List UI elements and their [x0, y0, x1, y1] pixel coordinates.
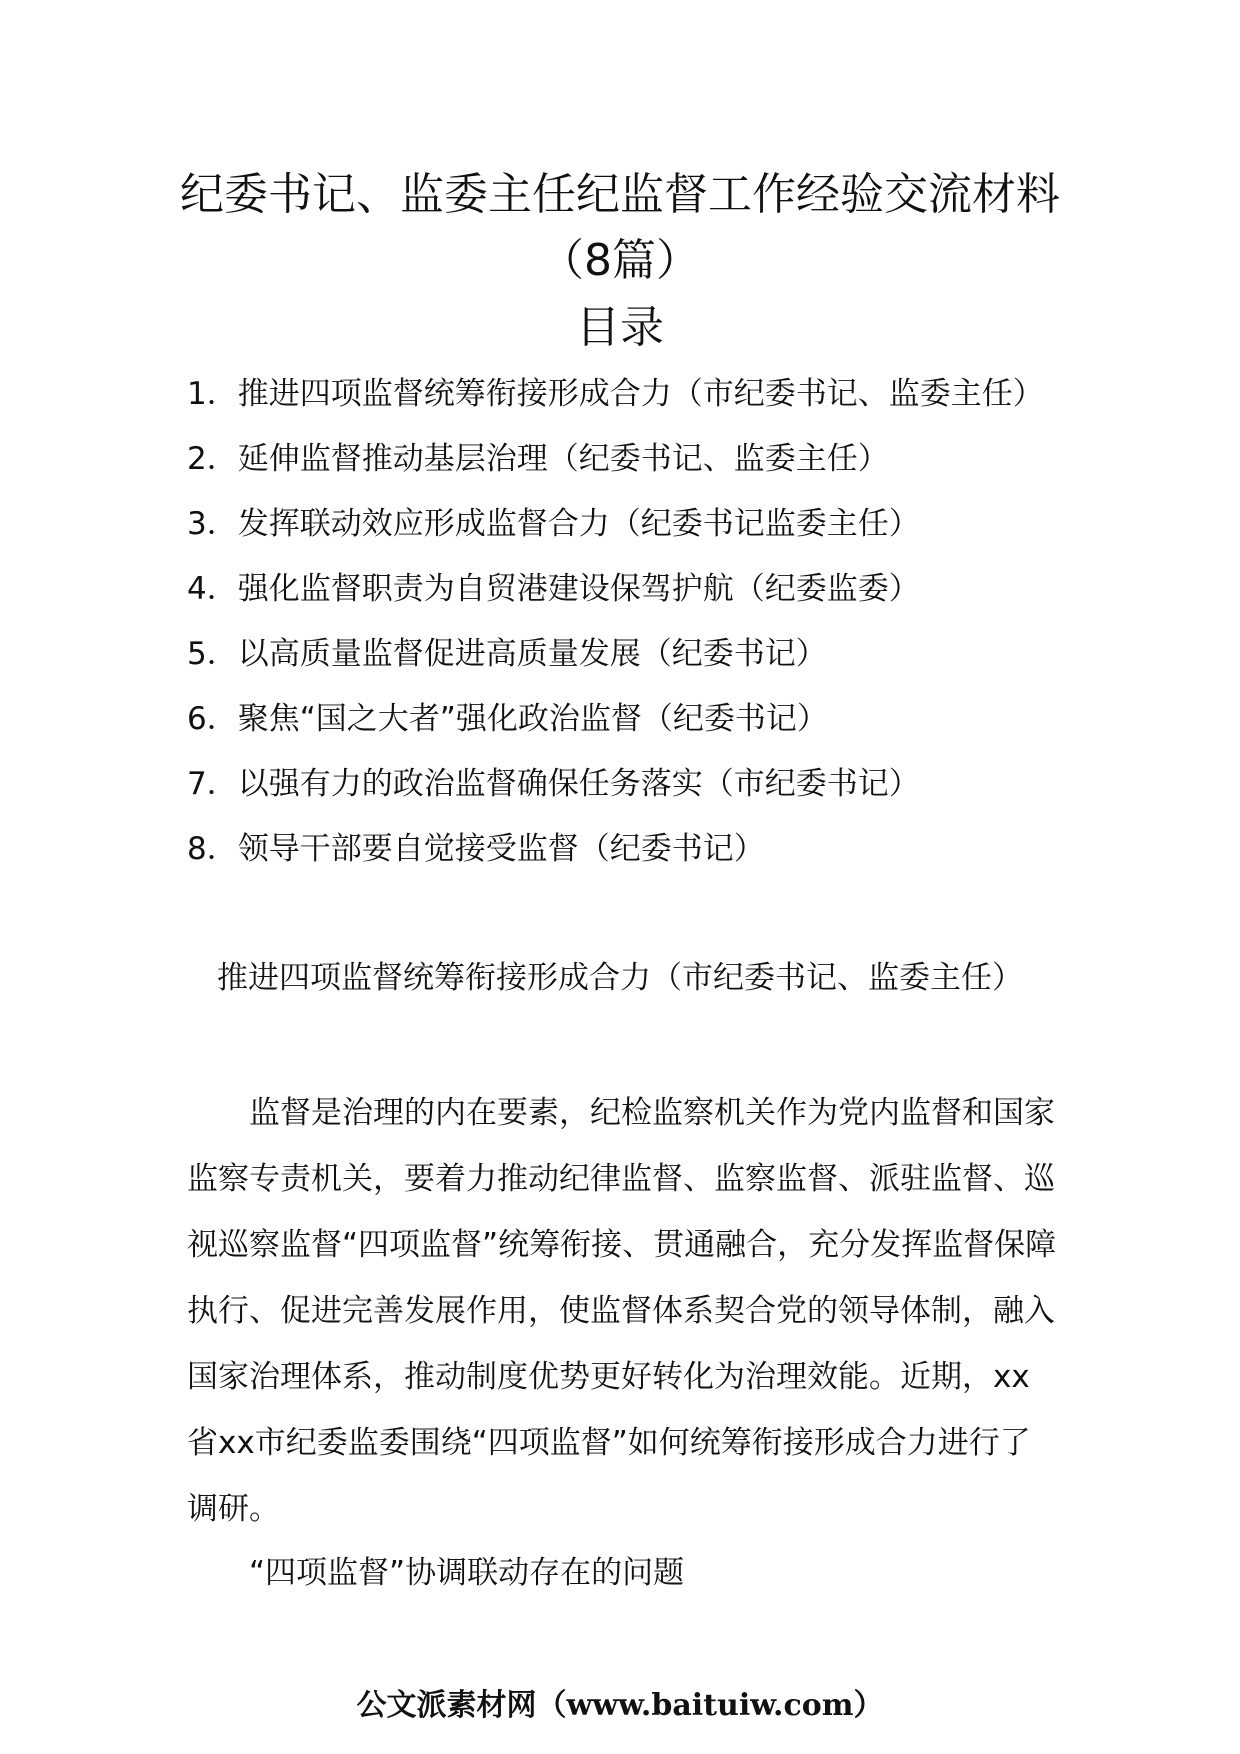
table-of-contents [187, 362, 1067, 882]
sub-heading: “四项监督”协调联动存在的问题 [249, 1555, 685, 1591]
toc-item: 8．领导干部要自觉接受监督（纪委书记） [187, 831, 765, 867]
footer-watermark: 公文派素材网（www.baituiw.com） [356, 1688, 884, 1723]
body-paragraph: 监督是治理的内在要素，纪检监察机关作为党内监督和国家监察专责机关，要着力推动纪律监督、监察监督、派驻监督、巡视巡察监督“四项监督”统筹衔接、贯通融合，充分发挥监督保障执行、促进完善发展作用，使监督体系契合党的领导体制，融入国家治理体系，推动制度优势更好转化为治理效能。近期，xx省xx市纪委监委围绕“四项监督”如何统筹衔接形成合力进行了调研。 [187, 1095, 1057, 1527]
toc-item: 6．聚焦“国之大者”强化政治监督（纪委书记） [187, 701, 828, 737]
toc-heading: 目录 [576, 302, 664, 353]
toc-item: 7．以强有力的政治监督确保任务落实（市纪委书记） [187, 766, 920, 802]
toc-item: 4．强化监督职责为自贸港建设保驾护航（纪委监委） [187, 571, 920, 607]
section-title: 推进四项监督统筹衔接形成合力（市纪委书记、监委主任） [217, 960, 1023, 996]
document-title: 纪委书记、监委主任纪监督工作经验交流材料（8篇） [180, 169, 1060, 286]
toc-item: 3．发挥联动效应形成监督合力（纪委书记监委主任） [187, 506, 920, 542]
toc-item: 1．推进四项监督统筹衔接形成合力（市纪委书记、监委主任） [187, 376, 1044, 412]
toc-item: 2．延伸监督推动基层治理（纪委书记、监委主任） [187, 441, 889, 477]
toc-item: 5．以高质量监督促进高质量发展（纪委书记） [187, 636, 827, 672]
